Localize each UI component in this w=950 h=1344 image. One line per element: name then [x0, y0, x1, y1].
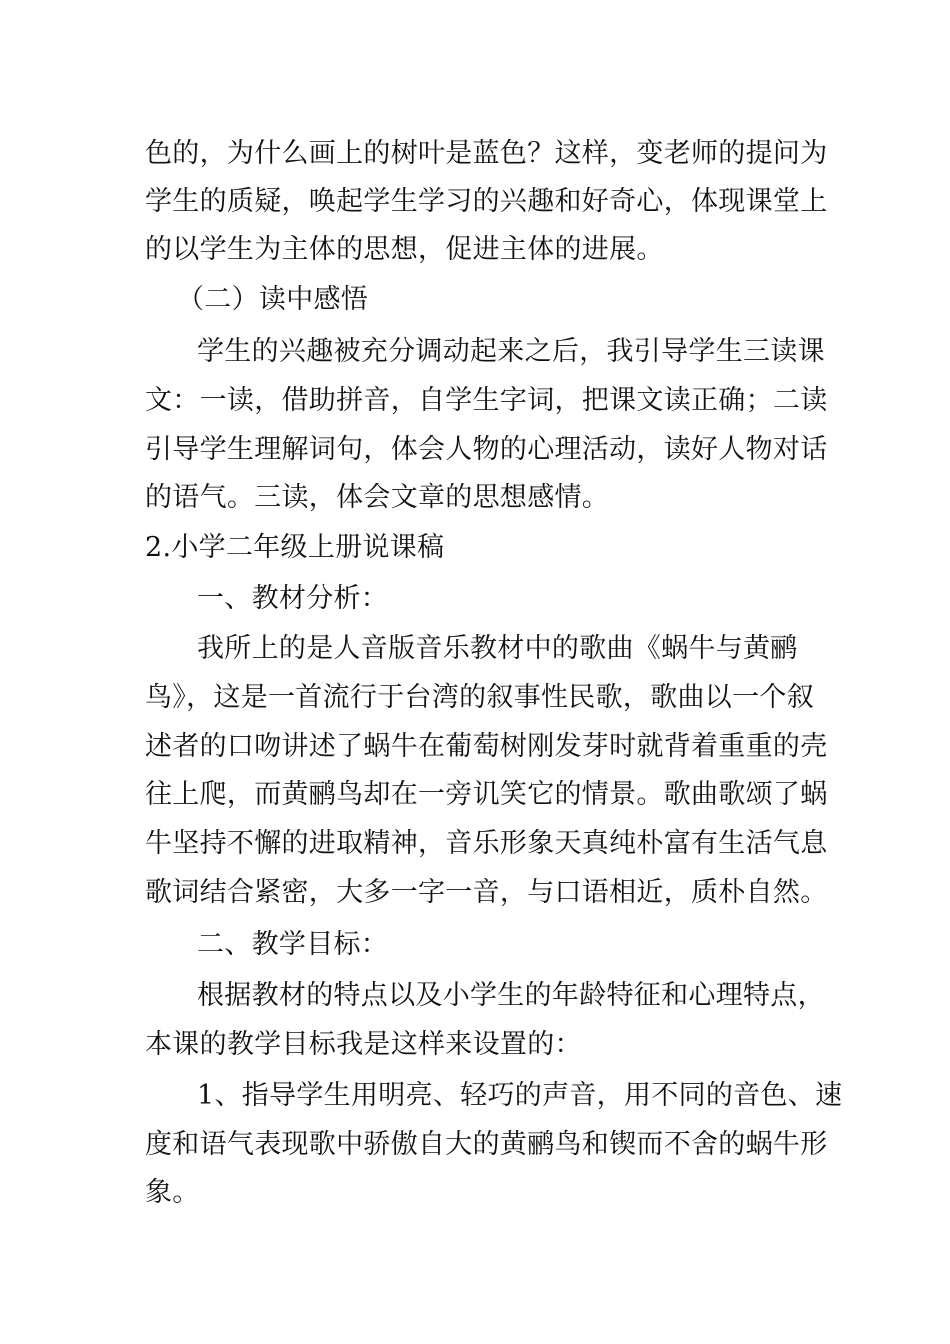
paragraph-line: 本课的教学目标我是这样来设置的： — [145, 1029, 582, 1060]
paragraph-line: 象。 — [145, 1177, 200, 1208]
paragraph-line: 1、指导学生用明亮、轻巧的声音，用不同的音色、速 — [197, 1080, 843, 1111]
paragraph-line: 述者的口吻讲述了蜗牛在葡萄树刚发芽时就背着重重的壳 — [145, 731, 828, 762]
paragraph-line: 我所上的是人音版音乐教材中的歌曲《蜗牛与黄鹂 — [197, 633, 798, 664]
paragraph-line: 的语气。三读，体会文章的思想感情。 — [145, 482, 610, 513]
section-heading: 二、教学目标： — [197, 929, 389, 960]
paragraph-line: 文：一读，借助拼音，自学生字词，把课文读正确；二读 — [145, 385, 828, 416]
paragraph-line: 鸟》，这是一首流行于台湾的叙事性民歌，歌曲以一个叙 — [145, 682, 814, 713]
paragraph-line: 学生的兴趣被充分调动起来之后，我引导学生三读课 — [197, 336, 825, 367]
section-heading: 一、教材分析： — [197, 583, 389, 614]
paragraph-line: 度和语气表现歌中骄傲自大的黄鹂鸟和锲而不舍的蜗牛形 — [145, 1129, 828, 1160]
paragraph-line: 根据教材的特点以及小学生的年龄特征和心理特点， — [197, 980, 825, 1011]
paragraph-line: 学生的质疑，唤起学生学习的兴趣和好奇心，体现课堂上 — [145, 186, 828, 217]
document-title: 2.小学二年级上册说课稿 — [145, 532, 445, 563]
section-heading: （二）读中感悟 — [177, 284, 369, 315]
paragraph-line: 引导学生理解词句，体会人物的心理活动，读好人物对话 — [145, 434, 828, 465]
paragraph-line: 的以学生为主体的思想，促进主体的进展。 — [145, 234, 664, 265]
paragraph-line: 往上爬，而黄鹂鸟却在一旁讥笑它的情景。歌曲歌颂了蜗 — [145, 779, 828, 810]
paragraph-line: 牛坚持不懈的进取精神，音乐形象天真纯朴富有生活气息 — [145, 828, 828, 859]
paragraph-line: 色的，为什么画上的树叶是蓝色？这样，变老师的提问为 — [145, 138, 828, 169]
paragraph-line: 歌词结合紧密，大多一字一音，与口语相近，质朴自然。 — [145, 877, 828, 908]
